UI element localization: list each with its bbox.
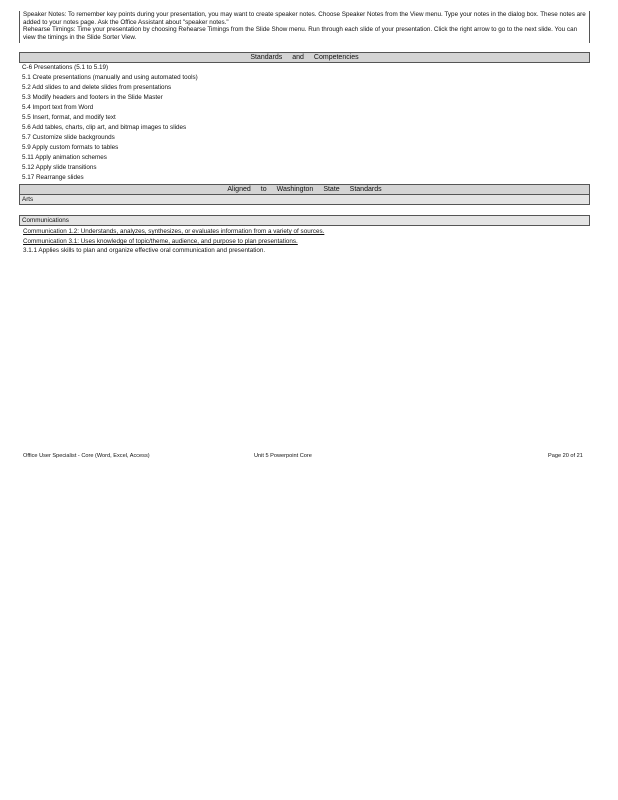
list-item: 5.12 Apply slide transitions: [22, 164, 97, 171]
list-item: 5.9 Apply custom formats to tables: [22, 144, 119, 151]
list-item: 5.7 Customize slide backgrounds: [22, 134, 115, 141]
list-item: 5.3 Modify headers and footers in the Slide Master: [22, 94, 163, 101]
rehearse-timings-text: Rehearse Timings: Time your presentation by choosing Rehearse Timings from the Slide Show menu. Run through each slide of your presentation. Click the right arrow to go to the next slide. You can view the timings in the Slide Sorter View.: [23, 26, 578, 41]
competency-list: [22, 63, 198, 183]
list-item: 5.2 Add slides to and delete slides from presentations: [22, 84, 172, 91]
footer-unit: Unit 5 Powerpoint Core: [254, 453, 312, 459]
list-item: 5.6 Add tables, charts, clip art, and bitmap images to slides: [22, 124, 187, 131]
speaker-notes-text: Speaker Notes: To remember key points during your presentation, you may want to create speaker notes. Choose Speaker Notes from the View menu. Type your notes in the dialog box. These notes are added to your notes page. Ask the Office Assistant about "speaker notes.": [23, 11, 586, 26]
list-item: 5.5 Insert, format, and modify text: [22, 114, 116, 121]
list-item: 5.11 Apply animation schemes: [22, 154, 107, 161]
speaker-notes-box: [19, 11, 590, 43]
bar-word: Standards: [349, 186, 382, 193]
standard-link[interactable]: Communication 3.1: Uses knowledge of topic/theme, audience, and purpose to plan presentations.: [23, 238, 298, 245]
list-item: 5.4 Import text from Word: [22, 104, 94, 111]
standards-competencies-bar: [19, 52, 590, 63]
standard-text: 3.1.1 Applies skills to plan and organize effective oral communication and presentation.: [23, 247, 266, 254]
footer-course: Office User Specialist - Core (Word, Excel, Access): [23, 453, 150, 459]
communications-section-header: Communications: [19, 215, 590, 226]
bar-word: to: [260, 186, 267, 193]
list-item: 5.1 Create presentations (manually and using automated tools): [22, 74, 198, 81]
standard-link[interactable]: Communication 1.2: Understands, analyzes, synthesizes, or evaluates information from a variety of sources.: [23, 228, 325, 235]
bar-word: and: [292, 54, 304, 61]
bar-word: Aligned: [227, 186, 251, 193]
aligned-standards-bar: [19, 184, 590, 195]
bar-word: Competencies: [313, 54, 359, 61]
bar-word: State: [323, 186, 340, 193]
footer-page-number: Page 20 of 21: [548, 453, 583, 459]
bar-word: Standards: [250, 54, 283, 61]
list-item: 5.17 Rearrange slides: [22, 174, 84, 181]
bar-word: Washington: [276, 186, 314, 193]
list-item: C-6 Presentations (5.1 to 5.19): [22, 64, 109, 71]
arts-section-header: Arts: [19, 195, 590, 205]
